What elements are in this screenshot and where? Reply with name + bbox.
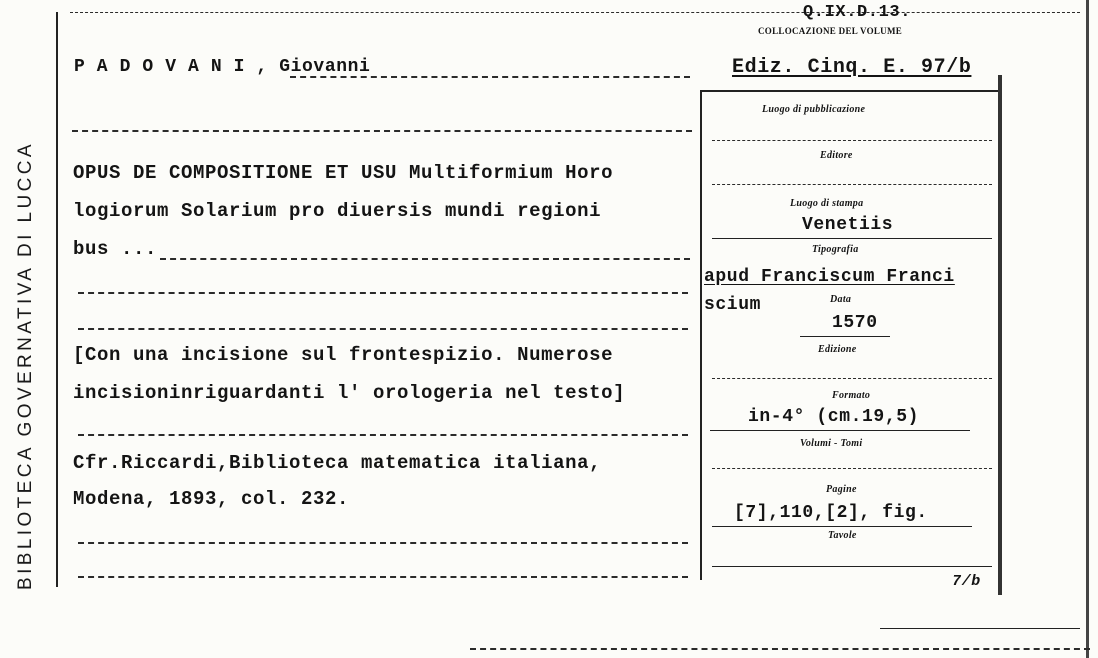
- blank-rule-4: [78, 576, 688, 578]
- side-rule-4: [800, 336, 890, 337]
- side-rule-5: [712, 378, 992, 379]
- library-spine-label: BIBLIOTECA GOVERNATIVA DI LUCCA: [15, 141, 36, 590]
- spine-rule: [56, 12, 58, 587]
- top-rule: [70, 12, 1080, 13]
- bottom-rule: [470, 648, 1090, 650]
- date-value: 1570: [832, 313, 878, 333]
- side-rule-9: [712, 566, 992, 567]
- side-panel-right-border: [998, 75, 1002, 595]
- shelfmark: Ediz. Cinq. E. 97/b: [732, 56, 972, 79]
- card-right-edge: [1086, 0, 1089, 658]
- title-line-2: logiorum Solarium pro diuersis mundi regioni: [73, 200, 602, 222]
- blank-rule-3: [78, 542, 688, 544]
- title-line-3: bus ...: [73, 238, 158, 260]
- printer-line-1: apud Franciscum Franci: [704, 267, 955, 287]
- reference-line-2: Modena, 1893, col. 232.: [73, 488, 350, 510]
- side-rule-1: [712, 140, 992, 141]
- side-rule-7: [712, 468, 992, 469]
- shelf-top-number: Q.IX.D.13.: [803, 3, 912, 22]
- side-rule-6: [710, 430, 970, 431]
- author-rule: [290, 76, 690, 78]
- label-edition: Edizione: [818, 344, 857, 355]
- label-place-of-publication: Luogo di pubblicazione: [762, 104, 866, 115]
- collocation-stamp: COLLOCAZIONE DEL VOLUME: [758, 26, 903, 36]
- pages-value: [7],110,[2], fig.: [734, 503, 928, 523]
- note-rule: [78, 434, 688, 436]
- side-panel-top-border: [700, 90, 1000, 92]
- label-format: Formato: [832, 390, 871, 401]
- label-place-of-printing: Luogo di stampa: [790, 198, 864, 209]
- title-line-1: OPUS DE COMPOSITIONE ET USU Multiformium Horo: [73, 162, 614, 184]
- label-plates: Tavole: [828, 530, 857, 541]
- side-rule-2: [712, 184, 992, 185]
- side-rule-3: [712, 238, 992, 239]
- label-pages: Pagine: [826, 484, 857, 495]
- place-of-printing: Venetiis: [802, 215, 894, 235]
- format-value: in-4° (cm.19,5): [748, 407, 920, 427]
- corner-mark: 7/b: [952, 573, 981, 590]
- title-rule: [160, 258, 690, 260]
- label-editor: Editore: [820, 150, 853, 161]
- blank-rule-2: [78, 328, 688, 330]
- label-date: Data: [830, 294, 852, 305]
- side-panel-left-border: [700, 90, 702, 580]
- printer-line-2: scium: [704, 295, 762, 315]
- author-name: P A D O V A N I , Giovanni: [74, 57, 371, 77]
- blank-rule-1: [78, 292, 688, 294]
- note-line-2: incisioninriguardanti l' orologeria nel testo]: [73, 382, 626, 404]
- author-rule-2: [72, 130, 692, 132]
- side-rule-8: [712, 526, 972, 527]
- label-printer: Tipografia: [812, 244, 859, 255]
- label-volumes: Volumi - Tomi: [800, 438, 863, 449]
- note-line-1: [Con una incisione sul frontespizio. Numerose: [73, 344, 614, 366]
- reference-line-1: Cfr.Riccardi,Biblioteca matematica italiana,: [73, 452, 602, 474]
- bottom-rule-right: [880, 628, 1080, 629]
